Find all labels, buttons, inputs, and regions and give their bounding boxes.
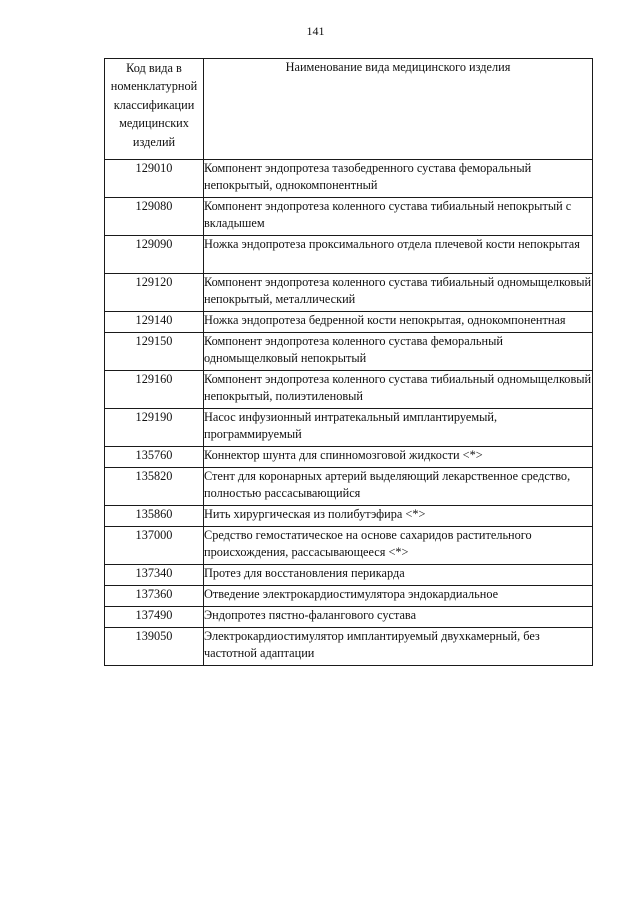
device-name: Ножка эндопротеза проксимального отдела плечевой кости непокрытая <box>204 236 593 274</box>
name-column-header: Наименование вида медицинского изделия <box>204 59 593 160</box>
table-row <box>105 506 593 527</box>
device-name: Компонент эндопротеза коленного сустава феморальный одномыщелковый непокрытый <box>204 333 593 371</box>
device-code: 129120 <box>105 274 204 312</box>
table-row <box>105 236 593 274</box>
device-code: 135820 <box>105 468 204 506</box>
device-code: 129090 <box>105 236 204 274</box>
device-code: 129080 <box>105 198 204 236</box>
medical-devices-table <box>104 58 593 666</box>
table-row <box>105 468 593 506</box>
device-code: 135760 <box>105 447 204 468</box>
device-name: Насос инфузионный интратекальный имплантируемый, программируемый <box>204 409 593 447</box>
device-name: Эндопротез пястно-фалангового сустава <box>204 607 593 628</box>
table-row <box>105 565 593 586</box>
device-name: Отведение электрокардиостимулятора эндокардиальное <box>204 586 593 607</box>
device-name: Компонент эндопротеза коленного сустава тибиальный непокрытый с вкладышем <box>204 198 593 236</box>
device-name: Нить хирургическая из полибутэфира <*> <box>204 506 593 527</box>
device-code: 129160 <box>105 371 204 409</box>
device-code: 137340 <box>105 565 204 586</box>
table-row <box>105 198 593 236</box>
device-name: Средство гемостатическое на основе сахаридов растительного происхождения, рассасывающееся <*> <box>204 527 593 565</box>
table-row <box>105 607 593 628</box>
device-name: Электрокардиостимулятор имплантируемый двухкамерный, без частотной адаптации <box>204 628 593 666</box>
device-code: 129140 <box>105 312 204 333</box>
table-header-row <box>105 59 593 160</box>
table-row <box>105 160 593 198</box>
device-name: Компонент эндопротеза коленного сустава тибиальный одномыщелковый непокрытый, металлический <box>204 274 593 312</box>
table-row <box>105 409 593 447</box>
table-row <box>105 447 593 468</box>
code-column-header: Код вида в номенклатурной классификации медицинских изделий <box>105 59 204 160</box>
device-code: 129010 <box>105 160 204 198</box>
device-name: Компонент эндопротеза тазобедренного сустава феморальный непокрытый, однокомпонентный <box>204 160 593 198</box>
device-code: 137490 <box>105 607 204 628</box>
device-code: 129190 <box>105 409 204 447</box>
device-code: 139050 <box>105 628 204 666</box>
table-row <box>105 312 593 333</box>
page-number: 141 <box>306 24 325 38</box>
device-name: Компонент эндопротеза коленного сустава тибиальный одномыщелковый непокрытый, полиэтиленовый <box>204 371 593 409</box>
device-name: Коннектор шунта для спинномозговой жидкости <*> <box>204 447 593 468</box>
device-code: 137360 <box>105 586 204 607</box>
table-row <box>105 527 593 565</box>
table-row <box>105 586 593 607</box>
table-row <box>105 333 593 371</box>
device-name: Стент для коронарных артерий выделяющий лекарственное средство, полностью рассасывающийся <box>204 468 593 506</box>
table-row <box>105 628 593 666</box>
table-row <box>105 371 593 409</box>
device-code: 137000 <box>105 527 204 565</box>
device-code: 129150 <box>105 333 204 371</box>
table-row <box>105 274 593 312</box>
device-name: Ножка эндопротеза бедренной кости непокрытая, однокомпонентная <box>204 312 593 333</box>
device-name: Протез для восстановления перикарда <box>204 565 593 586</box>
device-code: 135860 <box>105 506 204 527</box>
